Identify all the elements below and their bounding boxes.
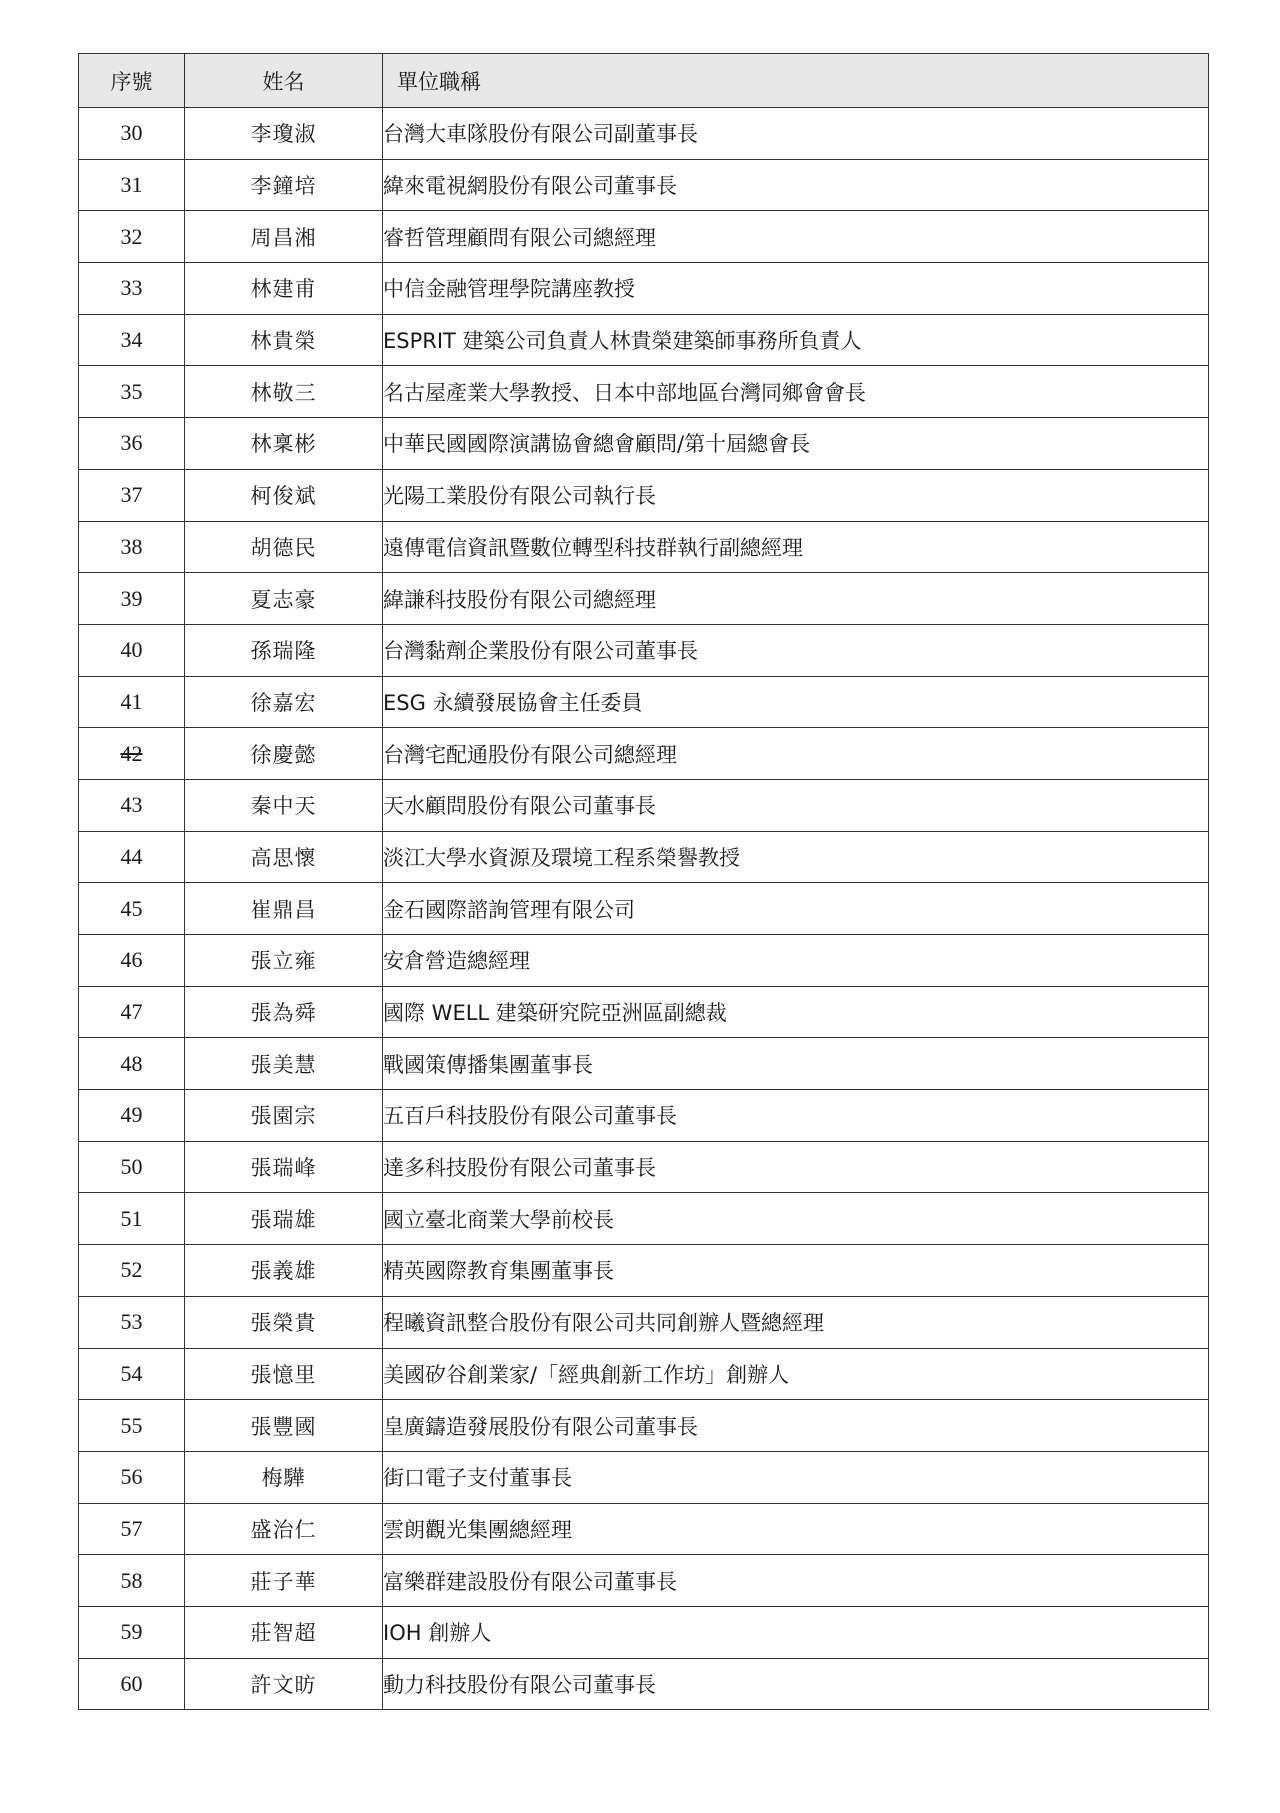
row-serial-number: 48 [79,1038,185,1090]
row-person-name: 周昌湘 [185,211,383,263]
table-row [79,1193,1209,1245]
table-row [79,211,1209,263]
table-row [79,986,1209,1038]
table-row [79,1090,1209,1142]
table-row [79,779,1209,831]
row-serial-number: 43 [79,779,185,831]
row-serial-number: 50 [79,1141,185,1193]
table-row [79,728,1209,780]
row-person-name: 柯俊斌 [185,469,383,521]
row-affiliation-title: 動力科技股份有限公司董事長 [383,1658,1209,1710]
row-serial-number: 34 [79,314,185,366]
row-serial-number: 37 [79,469,185,521]
table-row [79,1245,1209,1297]
row-affiliation-title: IOH 創辦人 [383,1606,1209,1658]
row-serial-number: 51 [79,1193,185,1245]
table-row [79,263,1209,315]
row-affiliation-title: 國立臺北商業大學前校長 [383,1193,1209,1245]
row-person-name: 崔鼎昌 [185,883,383,935]
table-row [79,676,1209,728]
row-person-name: 張立雍 [185,935,383,987]
row-person-name: 盛治仁 [185,1503,383,1555]
row-serial-number: 45 [79,883,185,935]
table-row [79,521,1209,573]
table-row [79,366,1209,418]
header-affiliation-title: 單位職稱 [383,54,1209,108]
row-affiliation-title: 天水顧問股份有限公司董事長 [383,779,1209,831]
row-person-name: 莊子華 [185,1555,383,1607]
row-serial-number: 33 [79,263,185,315]
row-person-name: 張憶里 [185,1348,383,1400]
row-serial-number: 35 [79,366,185,418]
row-person-name: 高思懷 [185,831,383,883]
table-row [79,1038,1209,1090]
table-row [79,1606,1209,1658]
row-affiliation-title: 台灣黏劑企業股份有限公司董事長 [383,624,1209,676]
table-row [79,1141,1209,1193]
row-affiliation-title: 皇廣鑄造發展股份有限公司董事長 [383,1400,1209,1452]
row-person-name: 張義雄 [185,1245,383,1297]
row-person-name: 胡德民 [185,521,383,573]
header-row [79,54,1209,108]
row-affiliation-title: 雲朗觀光集團總經理 [383,1503,1209,1555]
row-affiliation-title: ESPRIT 建築公司負責人林貴榮建築師事務所負責人 [383,314,1209,366]
row-affiliation-title: 達多科技股份有限公司董事長 [383,1141,1209,1193]
row-affiliation-title: 淡江大學水資源及環境工程系榮譽教授 [383,831,1209,883]
row-serial-number: 36 [79,418,185,470]
table-row [79,935,1209,987]
header-name: 姓名 [185,54,383,108]
row-person-name: 李瓊淑 [185,108,383,160]
member-roster-table [78,53,1209,1710]
table-row [79,159,1209,211]
table-row [79,1503,1209,1555]
row-person-name: 張園宗 [185,1090,383,1142]
row-person-name: 夏志豪 [185,573,383,625]
table-header [79,54,1209,108]
row-person-name: 林貴榮 [185,314,383,366]
row-affiliation-title: 精英國際教育集團董事長 [383,1245,1209,1297]
row-serial-number: 30 [79,108,185,160]
row-serial-number: 58 [79,1555,185,1607]
row-person-name: 張瑞雄 [185,1193,383,1245]
table-row [79,418,1209,470]
row-person-name: 莊智超 [185,1606,383,1658]
row-affiliation-title: 富樂群建設股份有限公司董事長 [383,1555,1209,1607]
table-body [79,108,1209,1710]
table-row [79,624,1209,676]
row-person-name: 林稟彬 [185,418,383,470]
row-affiliation-title: 台灣宅配通股份有限公司總經理 [383,728,1209,780]
table-row [79,108,1209,160]
table-row [79,1555,1209,1607]
row-affiliation-title: 美國矽谷創業家/「經典創新工作坊」創辦人 [383,1348,1209,1400]
row-person-name: 張美慧 [185,1038,383,1090]
row-affiliation-title: 台灣大車隊股份有限公司副董事長 [383,108,1209,160]
row-serial-number: 53 [79,1296,185,1348]
row-serial-number: 49 [79,1090,185,1142]
row-serial-number: 60 [79,1658,185,1710]
table-row [79,1348,1209,1400]
row-serial-number: 40 [79,624,185,676]
row-person-name: 梅驊 [185,1451,383,1503]
row-person-name: 張瑞峰 [185,1141,383,1193]
row-person-name: 許文昉 [185,1658,383,1710]
row-serial-number: 55 [79,1400,185,1452]
table-row [79,1658,1209,1710]
row-person-name: 秦中天 [185,779,383,831]
row-serial-number: 39 [79,573,185,625]
table-row [79,1296,1209,1348]
row-affiliation-title: 五百戶科技股份有限公司董事長 [383,1090,1209,1142]
table-row [79,831,1209,883]
row-serial-number: 44 [79,831,185,883]
row-serial-number: 38 [79,521,185,573]
row-person-name: 林建甫 [185,263,383,315]
row-serial-number: 56 [79,1451,185,1503]
row-affiliation-title: 安倉營造總經理 [383,935,1209,987]
row-affiliation-title: 中華民國國際演講協會總會顧問/第十屆總會長 [383,418,1209,470]
table-row [79,883,1209,935]
row-affiliation-title: 緯來電視網股份有限公司董事長 [383,159,1209,211]
table-row [79,1451,1209,1503]
row-serial-number: 52 [79,1245,185,1297]
table-row [79,573,1209,625]
row-affiliation-title: 光陽工業股份有限公司執行長 [383,469,1209,521]
row-person-name: 徐慶懿 [185,728,383,780]
row-affiliation-title: 國際 WELL 建築研究院亞洲區副總裁 [383,986,1209,1038]
row-serial-number: 42 [79,728,185,780]
table-row [79,1400,1209,1452]
row-affiliation-title: 遠傳電信資訊暨數位轉型科技群執行副總經理 [383,521,1209,573]
row-affiliation-title: 街口電子支付董事長 [383,1451,1209,1503]
table-row [79,314,1209,366]
row-affiliation-title: 戰國策傳播集團董事長 [383,1038,1209,1090]
table-row [79,469,1209,521]
row-affiliation-title: 名古屋產業大學教授、日本中部地區台灣同鄉會會長 [383,366,1209,418]
row-serial-number: 32 [79,211,185,263]
header-serial-number: 序號 [79,54,185,108]
row-person-name: 林敬三 [185,366,383,418]
row-serial-number: 47 [79,986,185,1038]
row-person-name: 張豐國 [185,1400,383,1452]
row-affiliation-title: 程曦資訊整合股份有限公司共同創辦人暨總經理 [383,1296,1209,1348]
row-serial-number: 46 [79,935,185,987]
row-affiliation-title: 睿哲管理顧問有限公司總經理 [383,211,1209,263]
row-person-name: 李鐘培 [185,159,383,211]
row-serial-number: 59 [79,1606,185,1658]
row-affiliation-title: 中信金融管理學院講座教授 [383,263,1209,315]
row-person-name: 孫瑞隆 [185,624,383,676]
row-serial-number: 41 [79,676,185,728]
row-serial-number: 31 [79,159,185,211]
row-affiliation-title: 緯謙科技股份有限公司總經理 [383,573,1209,625]
row-person-name: 徐嘉宏 [185,676,383,728]
row-affiliation-title: ESG 永續發展協會主任委員 [383,676,1209,728]
row-serial-number: 57 [79,1503,185,1555]
row-serial-number: 54 [79,1348,185,1400]
row-person-name: 張為舜 [185,986,383,1038]
row-person-name: 張榮貴 [185,1296,383,1348]
row-affiliation-title: 金石國際諮詢管理有限公司 [383,883,1209,935]
